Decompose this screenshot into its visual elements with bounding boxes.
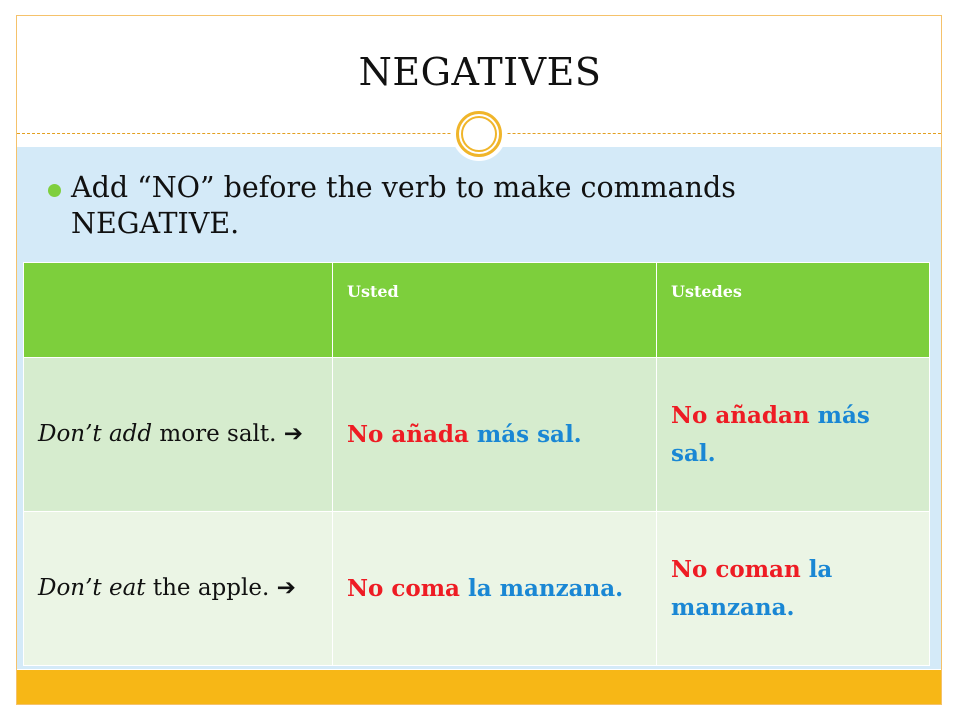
- ustedes-cell: [657, 358, 930, 512]
- english-rest: the apple.: [145, 575, 277, 601]
- ornament-inner-ring: [461, 116, 497, 152]
- ustedes-rest: más sal.: [671, 401, 870, 467]
- usted-verb: No añada: [347, 420, 469, 448]
- header-cell-empty: [24, 263, 333, 358]
- bullet-text: Add “NO” before the verb to make commands NEGATIVE.: [71, 171, 736, 240]
- usted-cell: [333, 358, 657, 512]
- english-verb: Don’t add: [38, 421, 153, 447]
- english-cell: [24, 512, 333, 666]
- usted-rest: la manzana.: [459, 574, 624, 602]
- english-verb: Don’t eat: [38, 575, 146, 601]
- arrow-icon: ➔: [276, 575, 296, 601]
- ustedes-verb: No añadan: [671, 401, 810, 429]
- commands-table: [23, 262, 930, 666]
- ustedes-verb: No coman: [671, 555, 801, 583]
- ustedes-cell: [657, 512, 930, 666]
- arrow-icon: ➔: [283, 421, 304, 447]
- bottom-accent-bar: [17, 670, 941, 704]
- usted-verb: No coma: [347, 574, 460, 602]
- usted-cell: [333, 512, 657, 666]
- header-cell-ustedes: Ustedes: [657, 263, 930, 358]
- english-cell: [24, 358, 333, 512]
- header-cell-usted: Usted: [333, 263, 657, 358]
- table-row: [24, 512, 930, 666]
- table-header-row: [24, 263, 930, 358]
- bullet-dot-icon: [48, 184, 61, 197]
- table-row: [24, 358, 930, 512]
- english-rest: more salt.: [152, 421, 284, 447]
- ustedes-rest: la manzana.: [671, 555, 833, 621]
- slide-title: NEGATIVES: [358, 50, 602, 94]
- usted-rest: más sal.: [468, 420, 582, 448]
